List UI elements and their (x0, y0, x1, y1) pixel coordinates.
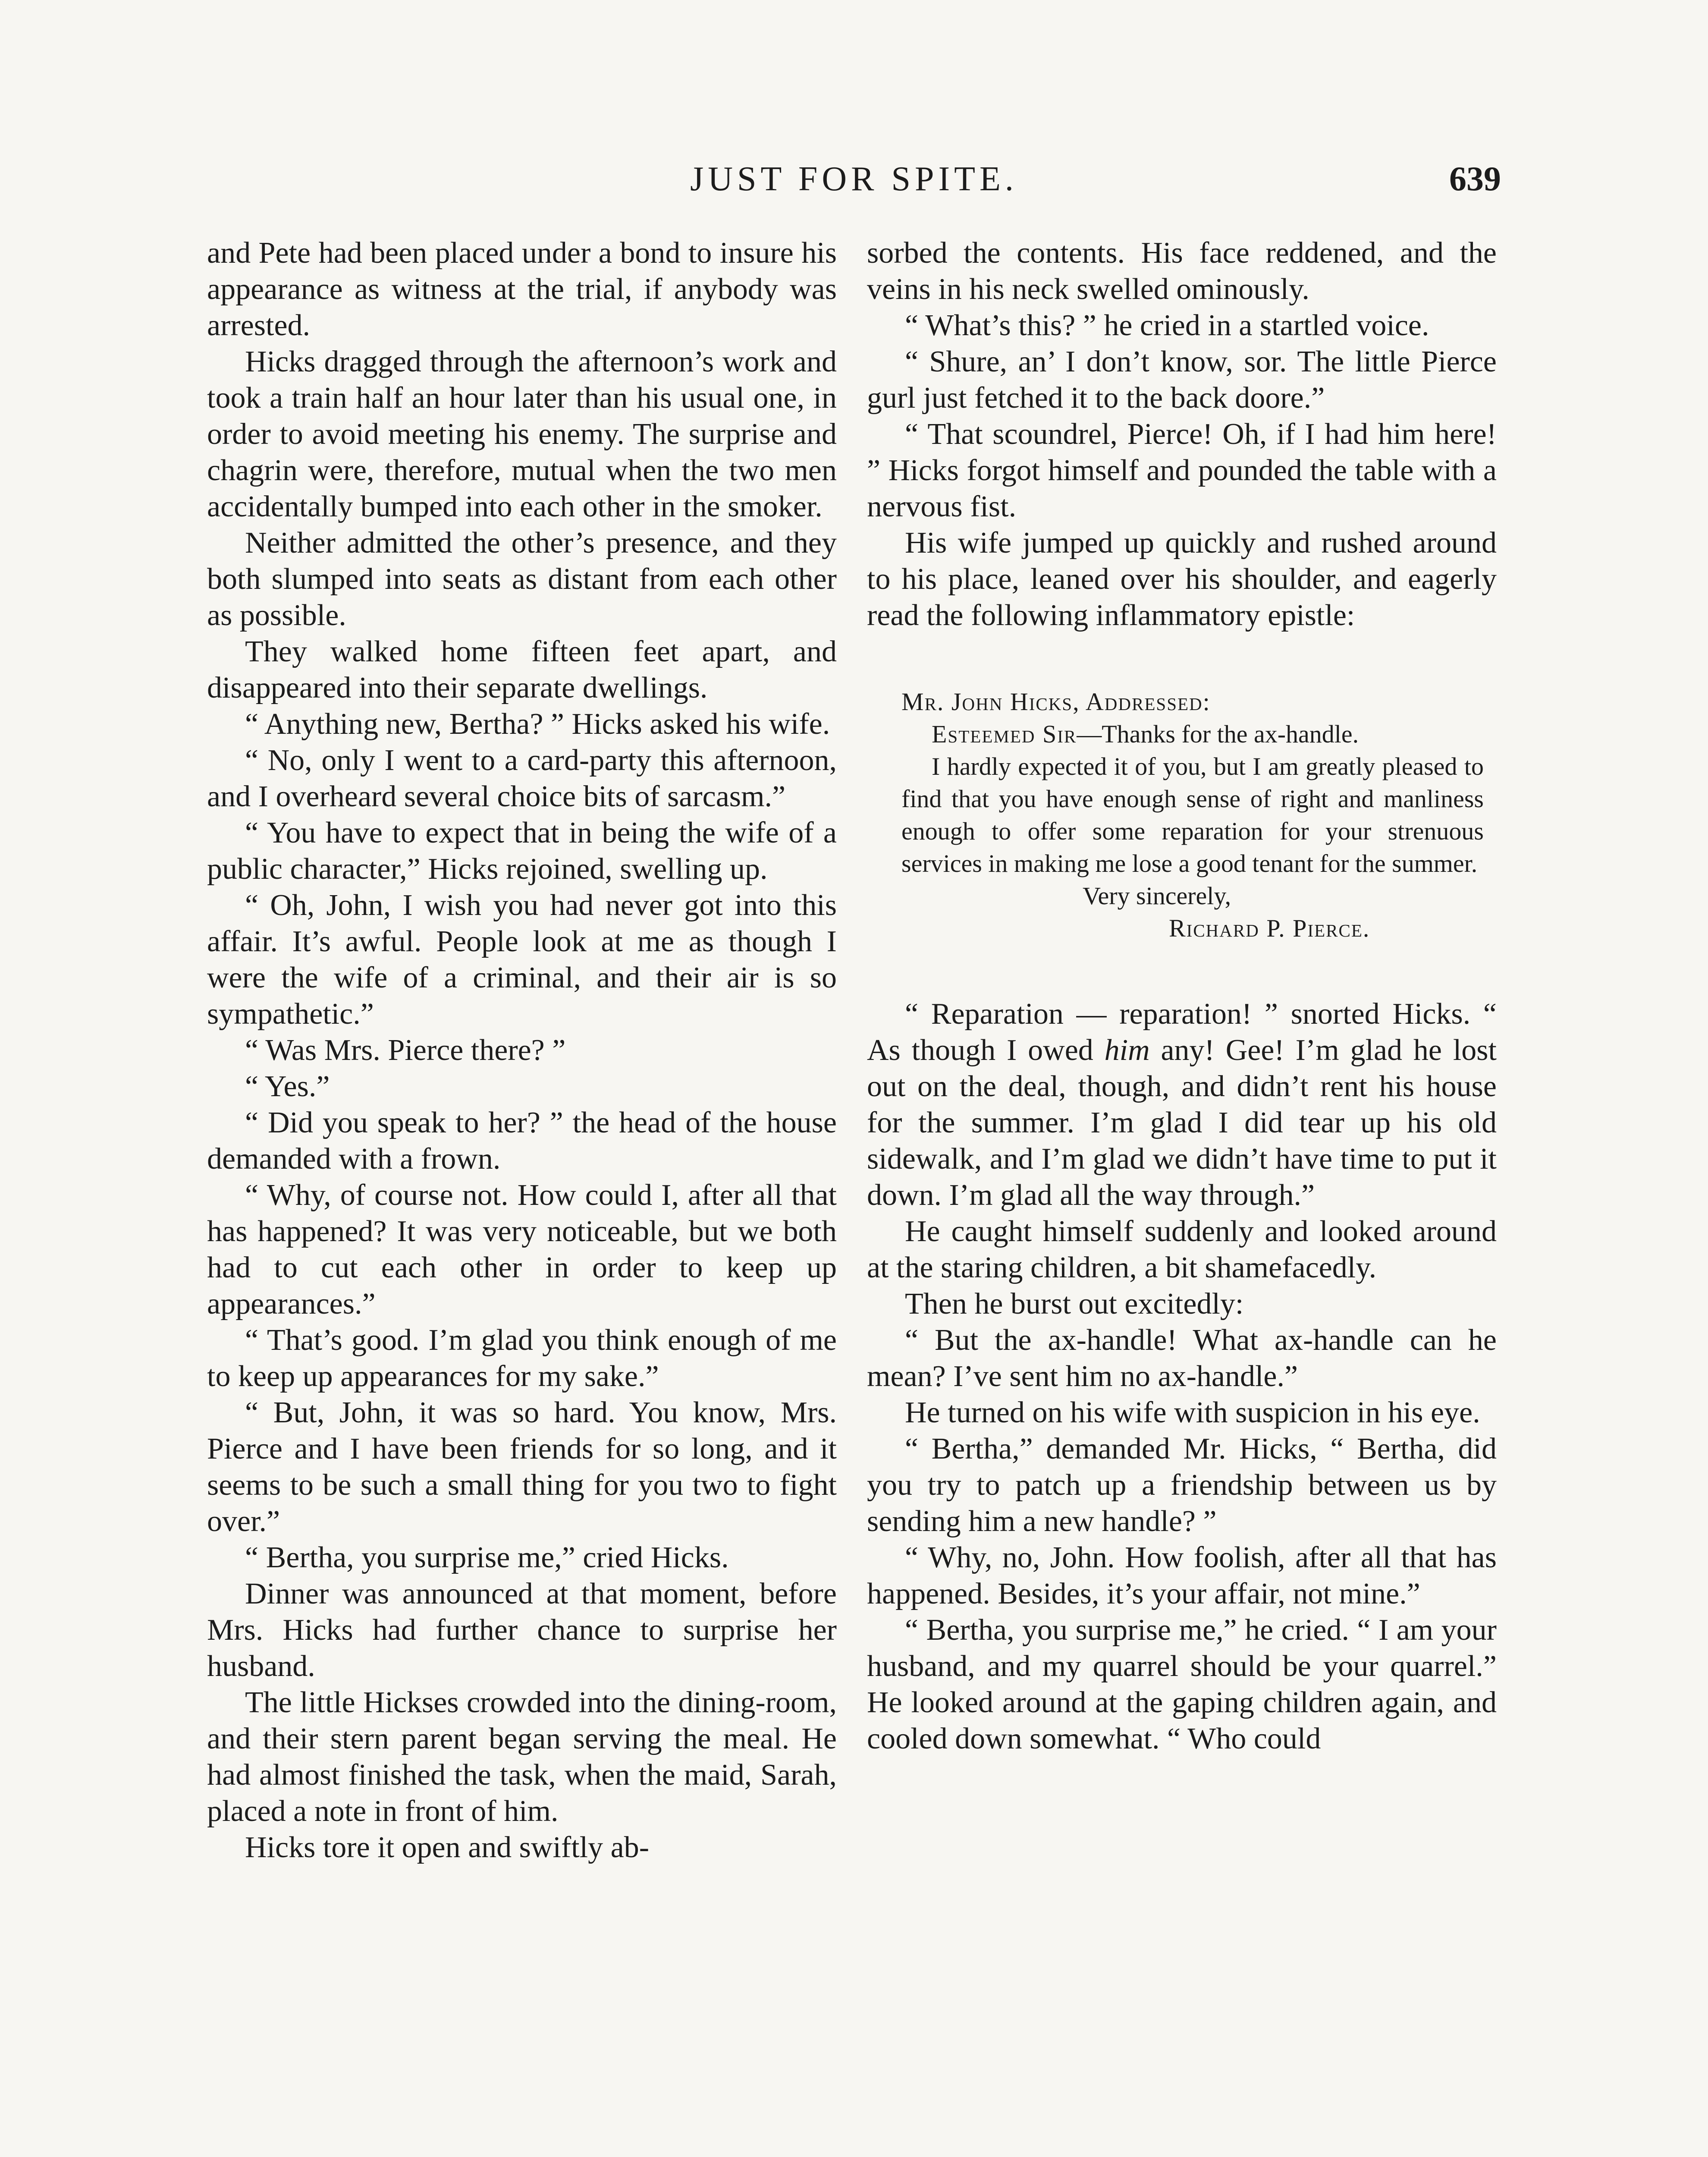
paragraph: He turned on his wife with suspicion in his eye. (905, 1396, 1480, 1429)
paragraph: “ Shure, an’ I don’t know, sor. The little Pierce gurl just fetched it to the back doore.” (867, 345, 1497, 415)
running-head (207, 151, 1501, 207)
paragraph: “ But the ax-handle! What ax-handle can he mean? I’ve sent him no ax-handle.” (867, 1324, 1497, 1393)
paragraph: “ That’s good. I’m glad you think enough of me to keep up appearances for my sake.” (207, 1324, 837, 1393)
paragraph: “ No, only I went to a card-party this afternoon, and I overheard several choice bits of sarcasm.” (207, 744, 837, 813)
left-column (207, 235, 837, 1866)
quoted-letter (901, 685, 1484, 944)
reparation-text-end: any! Gee! I’m glad he lost out on the deal, though, and didn’t rent his house for the summer. I’m glad I did tear up his old sidewalk, and I’m glad we didn’t have time to put it down. I’m glad all the way through.” (867, 1034, 1497, 1212)
paragraph: Then he burst out excitedly: (905, 1287, 1244, 1321)
letter-address: Mr. John Hicks, Addressed: (901, 688, 1211, 716)
paragraph: They walked home fifteen feet apart, and disappeared into their separate dwellings. (207, 635, 837, 704)
paragraph: “ Bertha,” demanded Mr. Hicks, “ Bertha, did you try to patch up a friendship between us by sending him a new handle? ” (867, 1432, 1497, 1538)
letter-body: I hardly expected it of you, but I am greatly pleased to find that you have enough sense of right and manliness enough to offer some reparation for your strenuous services in making me lose a good tenant for the summer. (901, 752, 1484, 877)
paragraph: “ Why, of course not. How could I, after all that has happened? It was very noticeable, but we both had to cut each other in order to keep up appearances.” (207, 1179, 837, 1321)
paragraph (867, 996, 1497, 1214)
paragraph: “ Bertha, you surprise me,” he cried. “ I am your husband, and my quarrel should be your quarrel.” He looked around at the gaping children again, and cooled down somewhat. “ Who could (867, 1613, 1497, 1755)
paragraph: “ Yes.” (245, 1070, 330, 1103)
paragraph: “ Was Mrs. Pierce there? ” (245, 1034, 566, 1067)
page-number: 639 (1449, 160, 1501, 198)
paragraph: “ Oh, John, I wish you had never got into this affair. It’s awful. People look at me as though I were the wife of a criminal, and their air is so sympathetic.” (207, 889, 837, 1031)
paragraph: The little Hickses crowded into the dining-room, and their stern parent began serving the meal. He had almost finished the task, when the maid, Sarah, placed a note in front of him. (207, 1686, 837, 1828)
paragraph: “ You have to expect that in being the wife of a public character,” Hicks rejoined, swelling up. (207, 816, 837, 886)
salutation-rest: —Thanks for the ax-handle. (1077, 720, 1359, 748)
letter-salutation (901, 718, 1484, 750)
paragraph: “ Anything new, Bertha? ” Hicks asked his wife. (245, 707, 830, 741)
paragraph: His wife jumped up quickly and rushed around to his place, leaned over his shoulder, and eagerly read the following inflammatory epistle: (867, 526, 1497, 632)
paragraph: “ What’s this? ” he cried in a startled voice. (905, 309, 1429, 342)
paragraph: Dinner was announced at that moment, before Mrs. Hicks had further chance to surprise her husband. (207, 1577, 837, 1683)
paragraph: “ That scoundrel, Pierce! Oh, if I had him here! ” Hicks forgot himself and pounded the table with a nervous fist. (867, 418, 1497, 523)
paragraph: “ Why, no, John. How foolish, after all that has happened. Besides, it’s your affair, not mine.” (867, 1541, 1497, 1610)
salutation-text: Esteemed Sir (932, 720, 1077, 748)
running-title: JUST FOR SPITE. (690, 160, 1018, 198)
letter-signature: Richard P. Pierce. (1169, 914, 1370, 942)
paragraph: Hicks tore it open and swiftly ab- (245, 1831, 650, 1864)
paragraph: He caught himself suddenly and looked around at the staring children, a bit shamefacedly. (867, 1215, 1497, 1284)
right-column (867, 235, 1497, 1757)
reparation-text: “ Reparation — reparation! ” snorted Hicks. “ As though I owed (867, 997, 1497, 1067)
paragraph: sorbed the contents. His face reddened, and the veins in his neck swelled ominously. (867, 236, 1497, 306)
paragraph: “ Bertha, you surprise me,” cried Hicks. (245, 1541, 729, 1574)
paragraph: “ But, John, it was so hard. You know, Mrs. Pierce and I have been friends for so long, and it seems to be such a small thing for you two to fight over.” (207, 1396, 837, 1538)
paragraph: “ Did you speak to her? ” the head of the house demanded with a frown. (207, 1106, 837, 1176)
letter-closing: Very sincerely, (1083, 882, 1231, 910)
paragraph: Hicks dragged through the afternoon’s work and took a train half an hour later than his usual one, in order to avoid meeting his enemy. The surprise and chagrin were, therefore, mutual when the two men accidentally bumped into each other in the smoker. (207, 345, 837, 523)
paragraph: Neither admitted the other’s presence, and they both slumped into seats as distant from each other as possible. (207, 526, 837, 632)
paragraph: and Pete had been placed under a bond to insure his appearance as witness at the trial, if anybody was arrested. (207, 236, 837, 342)
emphasis-text: him (1104, 1034, 1150, 1067)
